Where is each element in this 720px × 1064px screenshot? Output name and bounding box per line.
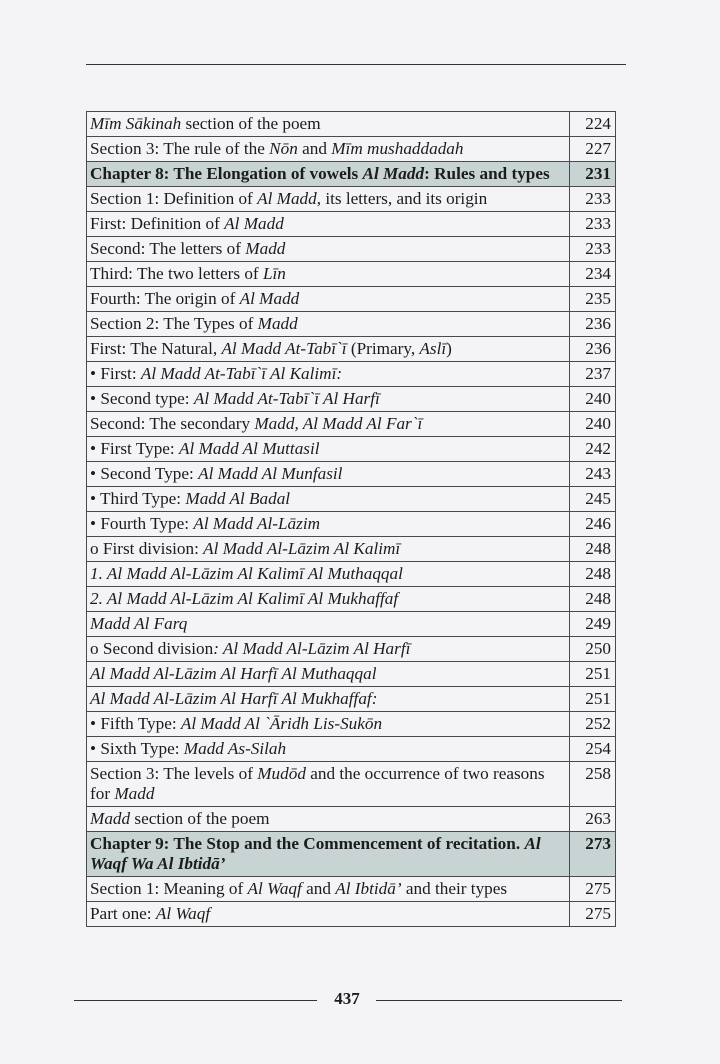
toc-entry-page: 246 <box>570 512 616 537</box>
toc-entry-text: Section 1: Definition of <box>90 189 258 208</box>
toc-entry-text: ) <box>446 339 452 358</box>
toc-row <box>87 337 616 362</box>
toc-entry-page: 236 <box>570 337 616 362</box>
toc-entry-title <box>87 832 570 877</box>
toc-row <box>87 462 616 487</box>
toc-row <box>87 262 616 287</box>
toc-row <box>87 387 616 412</box>
toc-entry-term: Madd Al Badal <box>185 489 291 508</box>
toc-entry-term: Al Madd Al-Lāzim Al Kalimī <box>203 539 401 558</box>
toc-row <box>87 362 616 387</box>
toc-entry-term: 1. Al Madd Al-Lāzim Al Kalimī Al Muthaqqal <box>90 564 403 583</box>
toc-row <box>87 137 616 162</box>
toc-entry-term: Aslī <box>419 339 447 358</box>
toc-entry-page: 248 <box>570 562 616 587</box>
toc-entry-term: Madd, Al Madd Al Far`ī <box>254 414 423 433</box>
toc-entry-text: section of the poem <box>130 809 270 828</box>
toc-entry-title <box>87 562 570 587</box>
toc-entry-page: 236 <box>570 312 616 337</box>
toc-entry-title <box>87 612 570 637</box>
toc-entry-text: (Primary, <box>346 339 420 358</box>
toc-entry-text: o Second division <box>90 639 214 658</box>
toc-chapter-row <box>87 832 616 877</box>
header-rule <box>86 64 626 65</box>
toc-entry-title <box>87 162 570 187</box>
toc-entry-page: 258 <box>570 762 616 807</box>
toc-row <box>87 212 616 237</box>
toc-row <box>87 807 616 832</box>
toc-chapter-row <box>87 162 616 187</box>
toc-entry-term: Al Waqf Wa Al Ibtidā’ <box>90 834 541 873</box>
toc-entry-page: 243 <box>570 462 616 487</box>
toc-entry-text: • Fourth Type: <box>90 514 194 533</box>
toc-entry-term: Mīm mushaddadah <box>331 139 464 158</box>
toc-entry-text: First: Definition of <box>90 214 225 233</box>
toc-entry-title <box>87 537 570 562</box>
toc-entry-page: 251 <box>570 687 616 712</box>
toc-entry-page: 251 <box>570 662 616 687</box>
toc-entry-title <box>87 587 570 612</box>
toc-entry-page: 252 <box>570 712 616 737</box>
toc-entry-title <box>87 737 570 762</box>
toc-entry-text: Second: The secondary <box>90 414 255 433</box>
toc-entry-text: • Second type: <box>90 389 194 408</box>
toc-entry-term: Nōn <box>269 139 298 158</box>
toc-row <box>87 687 616 712</box>
toc-entry-page: 240 <box>570 387 616 412</box>
toc-row <box>87 487 616 512</box>
toc-entry-term: Al Waqf <box>155 904 211 923</box>
toc-entry-page: 240 <box>570 412 616 437</box>
toc-entry-term: Al Madd <box>239 289 300 308</box>
toc-entry-title <box>87 312 570 337</box>
toc-entry-title <box>87 712 570 737</box>
toc-row <box>87 512 616 537</box>
toc-row <box>87 902 616 927</box>
toc-entry-page: 242 <box>570 437 616 462</box>
toc-entry-term: Madd Al Farq <box>90 614 188 633</box>
toc-entry-title <box>87 112 570 137</box>
toc-entry-page: 249 <box>570 612 616 637</box>
toc-entry-page: 275 <box>570 877 616 902</box>
toc-row <box>87 112 616 137</box>
toc-entry-title <box>87 662 570 687</box>
toc-entry-page: 275 <box>570 902 616 927</box>
toc-entry-page: 273 <box>570 832 616 877</box>
toc-entry-text: and the occurrence of two reasons for <box>90 764 545 803</box>
toc-entry-text: Chapter 9: The Stop and the Commencement of recitation. <box>90 834 525 853</box>
toc-entry-text: and <box>301 879 336 898</box>
toc-entry-text: First: The Natural, <box>90 339 222 358</box>
toc-entry-title <box>87 762 570 807</box>
toc-entry-text: Chapter 8: The Elongation of vowels <box>90 164 363 183</box>
toc-entry-term: Al Madd <box>224 214 284 233</box>
toc-entry-page: 248 <box>570 537 616 562</box>
toc-entry-title <box>87 877 570 902</box>
page-footer <box>74 985 622 1015</box>
toc-entry-term: Al Madd <box>362 164 425 183</box>
toc-entry-term: Al Madd At-Tabī`ī <box>221 339 347 358</box>
toc-row <box>87 287 616 312</box>
toc-entry-title <box>87 337 570 362</box>
toc-entry-page: 227 <box>570 137 616 162</box>
toc-entry-text: Section 2: The Types of <box>90 314 258 333</box>
toc-row <box>87 877 616 902</box>
toc-entry-term: Al Madd Al-Lāzim Al Harfī Al Muthaqqal <box>90 664 377 683</box>
toc-entry-title <box>87 902 570 927</box>
toc-entry-page: 234 <box>570 262 616 287</box>
toc-entry-page: 233 <box>570 212 616 237</box>
toc-entry-title <box>87 512 570 537</box>
toc-row <box>87 437 616 462</box>
toc-entry-term: Madd <box>114 784 155 803</box>
toc-entry-term: Mudōd <box>257 764 306 783</box>
toc-entry-page: 250 <box>570 637 616 662</box>
toc-row <box>87 587 616 612</box>
toc-row <box>87 612 616 637</box>
toc-entry-text: • Second Type: <box>90 464 199 483</box>
toc-entry-title <box>87 807 570 832</box>
toc-entry-page: 224 <box>570 112 616 137</box>
toc-entry-page: 263 <box>570 807 616 832</box>
toc-entry-text: • First: <box>90 364 141 383</box>
toc-entry-title <box>87 237 570 262</box>
toc-entry-title <box>87 262 570 287</box>
toc-entry-title <box>87 137 570 162</box>
toc-entry-term: Al Madd At-Tabī`ī Al Kalimī: <box>140 364 343 383</box>
toc-entry-term: Līn <box>262 264 286 283</box>
toc-row <box>87 312 616 337</box>
toc-entry-term: Al Madd Al `Āridh Lis-Sukōn <box>180 714 383 733</box>
toc-entry-title <box>87 687 570 712</box>
toc-entry-text: • Third Type: <box>90 489 186 508</box>
toc-entry-page: 245 <box>570 487 616 512</box>
toc-entry-text: Section 3: The rule of the <box>90 139 270 158</box>
toc-row <box>87 712 616 737</box>
footer-rule-right <box>376 1000 622 1001</box>
toc-entry-page: 233 <box>570 237 616 262</box>
toc-row <box>87 762 616 807</box>
toc-row <box>87 412 616 437</box>
toc-row <box>87 737 616 762</box>
table-of-contents <box>86 111 616 927</box>
toc-entry-text: Section 3: The levels of <box>90 764 258 783</box>
toc-entry-text: , its letters, and its origin <box>316 189 488 208</box>
toc-entry-text: : Rules and types <box>424 164 550 183</box>
toc-entry-term: Al Waqf <box>247 879 302 898</box>
toc-entry-page: 233 <box>570 187 616 212</box>
toc-entry-term: Al Madd Al-Lāzim <box>193 514 321 533</box>
toc-entry-title <box>87 462 570 487</box>
toc-entry-title <box>87 212 570 237</box>
toc-entry-text: and their types <box>401 879 508 898</box>
toc-entry-text: • Sixth Type: <box>90 739 184 758</box>
toc-entry-text: • First Type: <box>90 439 180 458</box>
toc-entry-title <box>87 637 570 662</box>
toc-entry-page: 235 <box>570 287 616 312</box>
toc-entry-term: Al Madd At-Tabī`ī Al Harfī <box>193 389 380 408</box>
toc-entry-text: section of the poem <box>181 114 321 133</box>
toc-entry-title <box>87 187 570 212</box>
toc-entry-term: Al Madd <box>257 189 317 208</box>
toc-row <box>87 237 616 262</box>
toc-row <box>87 187 616 212</box>
footer-rule-left <box>74 1000 317 1001</box>
toc-entry-term: Madd <box>90 809 131 828</box>
toc-entry-term: Al Madd Al-Lāzim Al Harfī Al Mukhaffaf: <box>90 689 378 708</box>
toc-entry-term: Al Madd Al Munfasil <box>198 464 343 483</box>
toc-entry-title <box>87 287 570 312</box>
toc-entry-text: Third: The two letters of <box>90 264 263 283</box>
toc-entry-term: Al Ibtidā’ <box>335 879 402 898</box>
toc-entry-term: Madd <box>257 314 298 333</box>
toc-row <box>87 537 616 562</box>
toc-entry-term: Mīm Sākinah <box>90 114 182 133</box>
toc-entry-term: : Al Madd Al-Lāzim Al Harfī <box>213 639 411 658</box>
toc-entry-page: 254 <box>570 737 616 762</box>
page-number: 437 <box>334 989 360 1008</box>
toc-entry-text: Second: The letters of <box>90 239 246 258</box>
toc-body <box>87 112 616 927</box>
toc-entry-text: and <box>297 139 332 158</box>
toc-entry-term: 2. Al Madd Al-Lāzim Al Kalimī Al Mukhaffaf <box>90 589 399 608</box>
toc-entry-title <box>87 412 570 437</box>
toc-row <box>87 662 616 687</box>
toc-entry-title <box>87 487 570 512</box>
toc-row <box>87 562 616 587</box>
toc-entry-page: 237 <box>570 362 616 387</box>
toc-entry-term: Madd <box>245 239 286 258</box>
toc-entry-page: 248 <box>570 587 616 612</box>
toc-entry-text: Section 1: Meaning of <box>90 879 248 898</box>
toc-entry-text: Part one: <box>90 904 156 923</box>
toc-row <box>87 637 616 662</box>
toc-entry-title <box>87 387 570 412</box>
toc-entry-text: • Fifth Type: <box>90 714 181 733</box>
toc-entry-page: 231 <box>570 162 616 187</box>
toc-entry-title <box>87 362 570 387</box>
toc-entry-text: o First division: <box>90 539 204 558</box>
toc-entry-term: Al Madd Al Muttasil <box>179 439 320 458</box>
toc-entry-title <box>87 437 570 462</box>
toc-entry-term: Madd As-Silah <box>183 739 287 758</box>
toc-entry-text: Fourth: The origin of <box>90 289 240 308</box>
